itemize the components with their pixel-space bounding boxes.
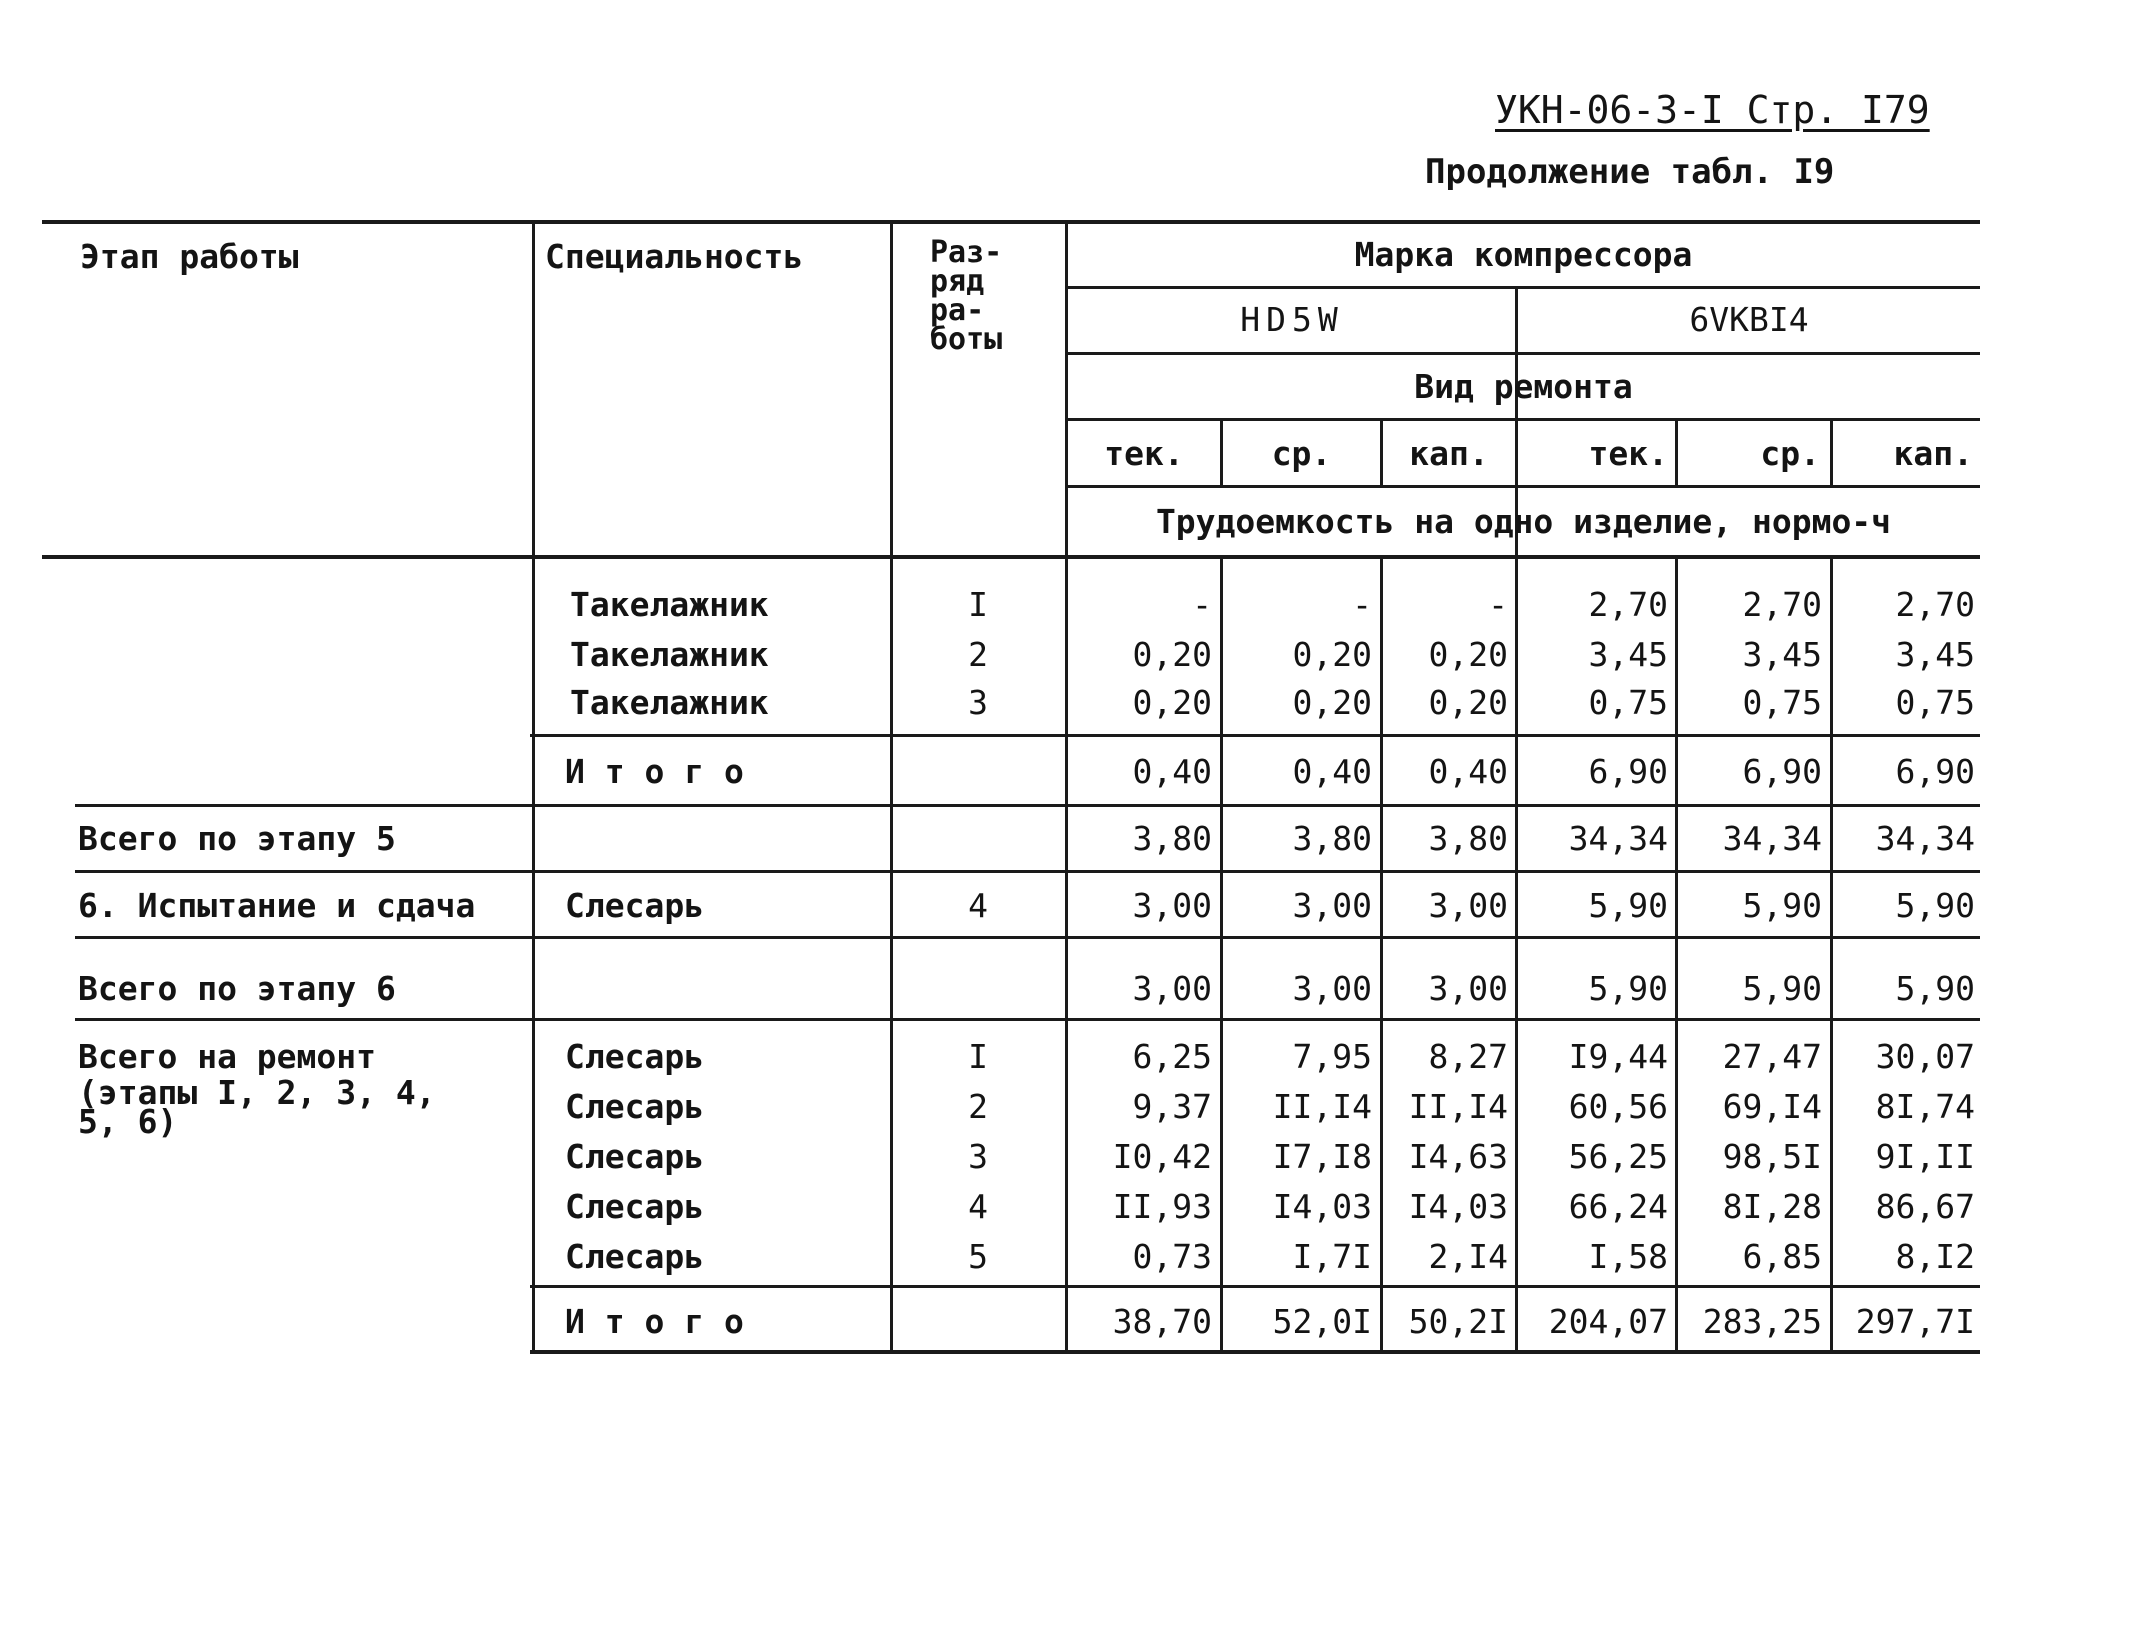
stage-cell: (этапы I, 2, 3, 4, [78,1073,436,1112]
value-cell: I4,63 [1408,1137,1508,1176]
header-grade-line: боты [930,322,1003,357]
stage-cell: Всего по этапу 5 [78,819,396,858]
value-cell: 5,90 [1742,969,1822,1008]
header-grade-line: Раз- [930,235,1003,270]
table-continuation-label: Продолжение табл. I9 [1425,152,1835,192]
specialty-cell: Слесарь [565,1237,705,1276]
col-divider [1220,555,1223,1353]
value-cell: 8I,28 [1722,1187,1822,1226]
value-cell: I4,03 [1408,1187,1508,1226]
value-cell: 3,00 [1428,886,1508,925]
value-cell: I,58 [1588,1237,1668,1276]
value-cell: 0,20 [1292,683,1372,722]
value-cell: - [1192,585,1212,624]
stage-cell: Всего на ремонт [78,1037,377,1076]
value-cell: 2,70 [1588,585,1668,624]
value-cell: 3,45 [1588,635,1668,674]
header-specialty: Специальность [545,237,804,276]
value-cell: 7,95 [1292,1037,1372,1076]
value-cell: 5,90 [1895,886,1975,925]
value-cell: 3,00 [1292,969,1372,1008]
header-labor-unit: Трудоемкость на одно изделие, нормо-ч [1155,502,1892,541]
header-brand: Марка компрессора [1354,235,1693,274]
value-cell: 5,90 [1742,886,1822,925]
value-cell: I,7I [1292,1237,1372,1276]
row-rule [75,804,1980,807]
value-cell: 0,40 [1292,752,1372,791]
value-cell: II,93 [1112,1187,1212,1226]
header-model-6vkbi4: 6VKBI4 [1689,300,1809,339]
value-cell: 69,I4 [1722,1087,1822,1126]
value-cell: 0,20 [1428,635,1508,674]
value-cell: 9I,II [1875,1137,1975,1176]
value-cell: 3,80 [1132,819,1212,858]
value-cell: 3,80 [1428,819,1508,858]
types-rule [1067,485,1980,488]
stage-cell: 5, 6) [78,1102,178,1141]
row-rule [75,870,1980,873]
value-cell: 6,25 [1132,1037,1212,1076]
stage-cell: 6. Испытание и сдача [78,886,476,925]
total-label: И т о г о [565,1302,744,1341]
value-cell: 0,75 [1588,683,1668,722]
value-cell: 34,34 [1568,819,1668,858]
value-cell: 0,20 [1132,635,1212,674]
total-label: И т о г о [565,752,744,791]
row-rule [75,936,1980,939]
value-cell: I0,42 [1112,1137,1212,1176]
specialty-cell: Слесарь [565,1137,705,1176]
value-cell: 34,34 [1722,819,1822,858]
header-grade-line: ряд [930,264,985,299]
table-top-rule [42,220,1980,224]
col-divider [1380,555,1383,1353]
value-cell: 0,20 [1292,635,1372,674]
header-bottom-rule [42,555,1980,559]
value-cell: 6,90 [1742,752,1822,791]
value-cell: 0,75 [1895,683,1975,722]
value-cell: II,I4 [1408,1087,1508,1126]
grade-cell: 4 [968,1187,988,1226]
col-divider [890,220,893,1353]
grade-cell: 3 [968,1137,988,1176]
value-cell: 60,56 [1568,1087,1668,1126]
specialty-cell: Слесарь [565,1037,705,1076]
header-type: кап. [1409,434,1489,473]
specialty-cell: Такелажник [570,635,769,674]
value-cell: 0,73 [1132,1237,1212,1276]
value-cell: 0,40 [1428,752,1508,791]
header-type: тек. [1588,434,1668,473]
header-type: ср. [1271,434,1332,473]
value-cell: 297,7I [1855,1302,1975,1341]
value-cell: 66,24 [1568,1187,1668,1226]
specialty-cell: Такелажник [570,683,769,722]
value-cell: 8I,74 [1875,1087,1975,1126]
value-cell: 2,70 [1895,585,1975,624]
grade-cell: 3 [968,683,988,722]
value-cell: 3,45 [1895,635,1975,674]
header-type: тек. [1104,434,1184,473]
value-cell: 30,07 [1875,1037,1975,1076]
stage-cell: Всего по этапу 6 [78,969,396,1008]
grade-cell: 5 [968,1237,988,1276]
value-cell: 86,67 [1875,1187,1975,1226]
value-cell: 0,75 [1742,683,1822,722]
value-cell: 3,80 [1292,819,1372,858]
grade-cell: 4 [968,886,988,925]
specialty-cell: Слесарь [565,1187,705,1226]
value-cell: I9,44 [1568,1037,1668,1076]
value-cell: 283,25 [1702,1302,1822,1341]
grade-cell: I [968,585,988,624]
value-cell: - [1352,585,1372,624]
col-divider [1675,555,1678,1353]
grade-cell: I [968,1037,988,1076]
value-cell: 50,2I [1408,1302,1508,1341]
value-cell: 8,27 [1428,1037,1508,1076]
value-cell: 8,I2 [1895,1237,1975,1276]
value-cell: 56,25 [1568,1137,1668,1176]
header-repair-type: Вид ремонта [1414,367,1633,406]
value-cell: 0,40 [1132,752,1212,791]
header-grade-line: ра- [930,293,985,328]
value-cell: 2,I4 [1428,1237,1508,1276]
value-cell: 34,34 [1875,819,1975,858]
value-cell: 3,00 [1132,886,1212,925]
value-cell: 3,00 [1292,886,1372,925]
value-cell: 6,90 [1895,752,1975,791]
header-type: кап. [1893,434,1973,473]
document-reference: УКН-06-3-I Стр. I79 [1495,88,1930,132]
value-cell: 0,20 [1428,683,1508,722]
specialty-cell: Слесарь [565,1087,705,1126]
model-rule [1067,352,1980,355]
specialty-cell: Такелажник [570,585,769,624]
value-cell: 6,85 [1742,1237,1822,1276]
value-cell: 3,00 [1428,969,1508,1008]
row-rule [530,1285,1980,1288]
value-cell: I4,03 [1272,1187,1372,1226]
value-cell: 6,90 [1588,752,1668,791]
value-cell: 9,37 [1132,1087,1212,1126]
value-cell: 5,90 [1588,886,1668,925]
value-cell: 3,45 [1742,635,1822,674]
col-divider [1830,555,1833,1353]
value-cell: 5,90 [1588,969,1668,1008]
value-cell: 0,20 [1132,683,1212,722]
specialty-cell: Слесарь [565,886,705,925]
value-cell: 5,90 [1895,969,1975,1008]
value-cell: 204,07 [1548,1302,1668,1341]
header-type: ср. [1760,434,1820,473]
value-cell: 2,70 [1742,585,1822,624]
value-cell: 27,47 [1722,1037,1822,1076]
value-cell: 98,5I [1722,1137,1822,1176]
repair-type-rule [1067,418,1980,421]
value-cell: - [1488,585,1508,624]
value-cell: II,I4 [1272,1087,1372,1126]
brand-rule [1067,286,1980,289]
row-rule [530,734,1980,737]
value-cell: 3,00 [1132,969,1212,1008]
value-cell: 52,0I [1272,1302,1372,1341]
col-divider [532,220,535,1353]
header-stage: Этап работы [80,237,299,276]
value-cell: 38,70 [1112,1302,1212,1341]
row-rule [75,1018,1980,1021]
value-cell: I7,I8 [1272,1137,1372,1176]
header-grade [930,235,1003,357]
grade-cell: 2 [968,635,988,674]
header-model-hd5w: HD5W [1240,300,1344,339]
table-bottom-rule [530,1350,1980,1354]
grade-cell: 2 [968,1087,988,1126]
